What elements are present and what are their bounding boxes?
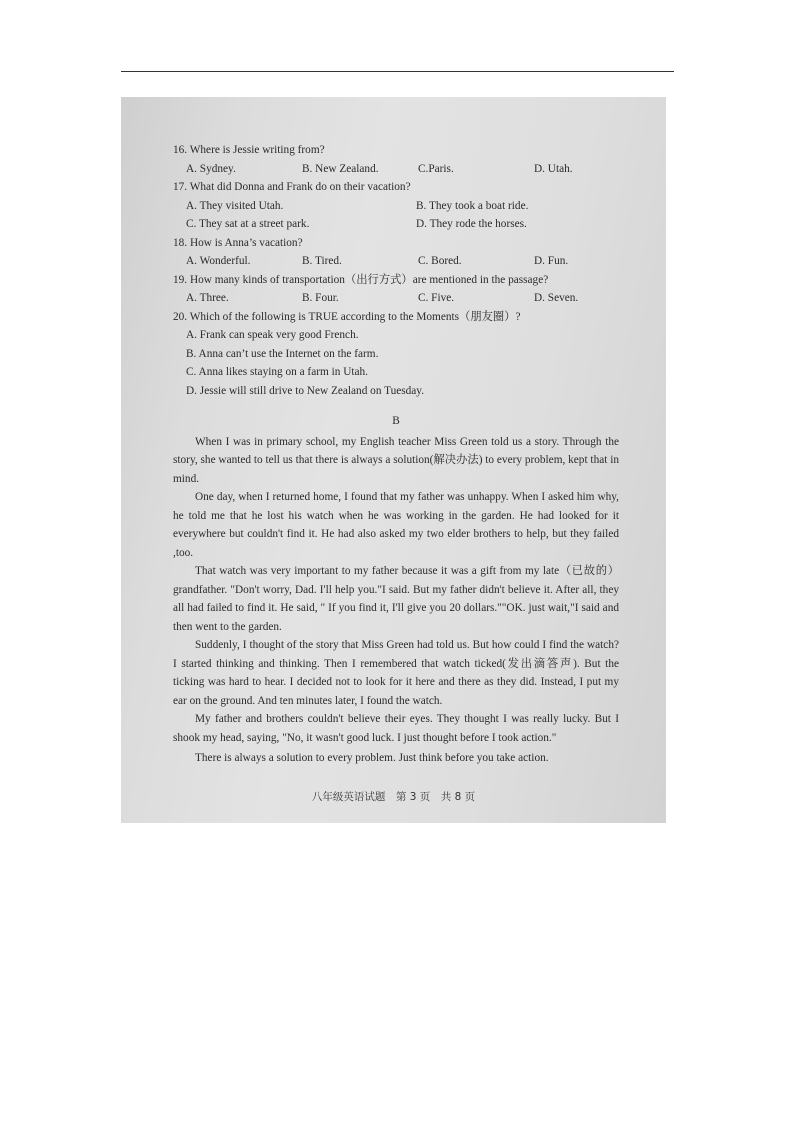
- option-b: B. Tired.: [302, 255, 342, 267]
- question-20: [173, 308, 619, 401]
- option-c: C. Anna likes staying on a farm in Utah.: [186, 366, 368, 378]
- passage-closing: There is always a solution to every problem. Just think before you take action.: [195, 752, 549, 764]
- options-row: [173, 215, 619, 234]
- options-list: [173, 326, 619, 400]
- option-a: A. Frank can speak very good French.: [186, 329, 359, 341]
- option-b: B. Four.: [302, 292, 339, 304]
- question-text: 17. What did Donna and Frank do on their vacation?: [173, 181, 411, 193]
- passage-paragraph: Suddenly, I thought of the story that Miss Green had told us. But how could I find the watch? I started thinking and thinking. Then I remembered that watch ticked(发出滴答声). But the ticking was hard to hear. I decided not to look for it here and there as they did. Instead, I put my ear on the ground. And ten minutes later, I found the watch.: [173, 639, 619, 707]
- option-b: B. Anna can’t use the Internet on the farm.: [186, 347, 379, 360]
- option-c: C. Five.: [418, 292, 455, 304]
- question-text: 19. How many kinds of transportation（出行方式）are mentioned in the passage?: [173, 273, 549, 286]
- option-b: B. New Zealand.: [302, 162, 379, 175]
- options-row: [173, 197, 619, 216]
- passage-paragraph: That watch was very important to my father because it was a gift from my late（已故的）grandfather. "Don't worry, Dad. I'll help you."I said. But my father didn't believe it. After all, they all had failed to find it. He said, " If you find it, I'll give you 20 dollars.""OK. just wait,"I said and then went to the garden.: [173, 565, 619, 633]
- option-d: D. They rode the horses.: [416, 218, 527, 230]
- question-text: 20. Which of the following is TRUE according to the Moments（朋友圈）?: [173, 310, 521, 323]
- page-content: [173, 141, 619, 768]
- question-text: 16. Where is Jessie writing from?: [173, 144, 325, 156]
- question-17: [173, 178, 619, 234]
- options-row: [173, 252, 619, 271]
- passage-paragraph: When I was in primary school, my English teacher Miss Green told us a story. Through the story, she wanted to tell us that there is always a solution(解决办法) to every problem, kept that in mind.: [173, 435, 619, 485]
- option-d: D. Utah.: [534, 162, 573, 175]
- options-row: [173, 289, 619, 308]
- option-d: D. Seven.: [534, 292, 579, 304]
- option-a: A. Sydney.: [186, 162, 236, 175]
- options-row: [173, 160, 619, 179]
- passage-paragraph: One day, when I returned home, I found that my father was unhappy. When I asked him why, he told me that he lost his watch when he was working in the garden. He had looked for it everywhere but couldn't find it. He had also asked my two elder brothers to help, but they failed ,too.: [173, 491, 619, 559]
- option-b: B. They took a boat ride.: [416, 199, 529, 212]
- option-a: A. Three.: [186, 292, 229, 304]
- option-a: A. They visited Utah.: [186, 199, 284, 212]
- option-c: C.Paris.: [418, 162, 454, 175]
- header-rule: [121, 71, 674, 72]
- option-a: A. Wonderful.: [186, 255, 251, 267]
- question-16: [173, 141, 619, 178]
- question-18: [173, 234, 619, 271]
- option-c: C. Bored.: [418, 255, 462, 267]
- section-heading: B: [392, 415, 400, 427]
- question-text: 18. How is Anna’s vacation?: [173, 236, 303, 249]
- page-footer: 八年级英语试题 第 3 页 共 8 页: [311, 791, 476, 803]
- scanned-page: [121, 97, 666, 823]
- option-c: C. They sat at a street park.: [186, 218, 310, 230]
- option-d: D. Fun.: [534, 255, 569, 267]
- passage-paragraph: My father and brothers couldn't believe their eyes. They thought I was really lucky. But I shook my head, saying, "No, it wasn't good luck. I just thought before I took action.": [173, 713, 619, 744]
- question-19: [173, 271, 619, 308]
- option-d: D. Jessie will still drive to New Zealand on Tuesday.: [186, 384, 425, 397]
